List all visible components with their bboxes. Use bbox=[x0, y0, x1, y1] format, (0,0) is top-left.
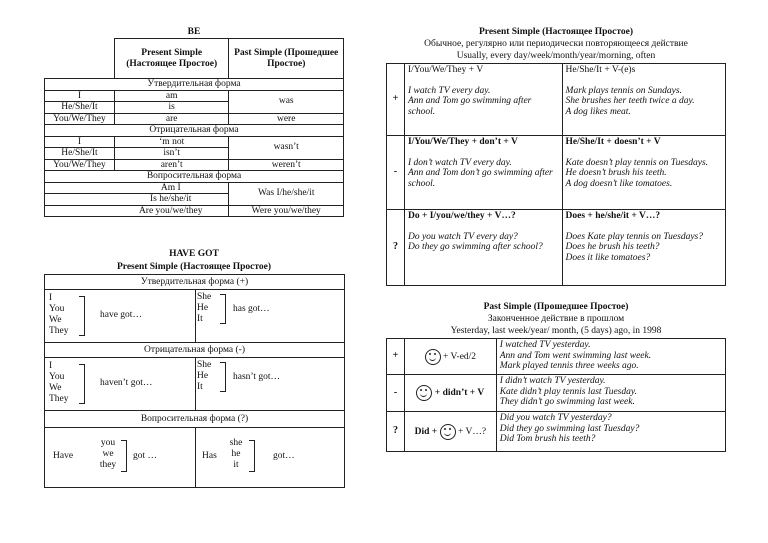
past-aff-ex: Ann and Tom went swimming last week. bbox=[499, 350, 652, 361]
be-q-present: Are you/we/they bbox=[45, 205, 229, 217]
have-pron: They bbox=[49, 394, 69, 404]
have-q-label: Вопросительная форма (?) bbox=[45, 411, 344, 428]
past-neg-ex: They didn’t go swimming last week. bbox=[499, 397, 635, 407]
past-q-ex: Did they go swimming last Tuesday? bbox=[499, 423, 640, 434]
ps-neg-r-ex: A dog doesn’t like tomatoes. bbox=[565, 178, 673, 189]
have-neg-label: Отрицательная форма (-) bbox=[45, 343, 344, 358]
be-header-present: Present Simple (Настоящее Простое) bbox=[114, 39, 229, 79]
be-aff-verb: am bbox=[114, 90, 229, 102]
be-q-label: Вопросительная форма bbox=[45, 171, 344, 183]
be-q-present: Is he/she/it bbox=[45, 194, 229, 206]
ps-neg-l-ex: I don’t watch TV every day. bbox=[407, 157, 512, 168]
have-q-aux: Has bbox=[202, 451, 217, 461]
have-q-tail: got … bbox=[133, 451, 158, 461]
past-neg-ex: I didn’t watch TV yesterday. bbox=[499, 376, 606, 386]
ps-neg-r-ex: Kate doesn’t play tennis on Tuesdays. bbox=[565, 157, 709, 168]
brace bbox=[249, 440, 255, 472]
have-q-tail: got… bbox=[273, 451, 295, 461]
brace bbox=[220, 362, 226, 392]
ps-neg-l-form: I/You/We/They + don’t + V bbox=[407, 137, 518, 147]
be-neg-label: Отрицательная форма bbox=[45, 125, 344, 137]
ps-aff-r-ex: A dog likes meat. bbox=[565, 106, 631, 117]
have-pron: we bbox=[102, 449, 114, 459]
be-aff-pron: He/She/It bbox=[45, 102, 115, 114]
ps-quest: ? bbox=[387, 210, 405, 286]
past-aff-ex: Mark played tennis three weeks ago. bbox=[499, 361, 639, 371]
have-neg-right: hasn’t got… bbox=[233, 372, 281, 382]
have-pron: You bbox=[49, 372, 65, 382]
ps-aff-l-form: I/You/We/They + V bbox=[407, 65, 484, 75]
ps-desc: Обычное, регулярно или периодически повторяющееся действие bbox=[424, 39, 688, 49]
have-pron: It bbox=[197, 382, 203, 392]
have-pron: We bbox=[49, 315, 62, 325]
ps-aff-l-ex: I watch TV every day. bbox=[407, 85, 491, 96]
past-markers: Yesterday, last week/year/ month, (5 days) ago, in 1998 bbox=[450, 326, 662, 336]
be-neg-verb: ‘m not bbox=[114, 136, 229, 148]
ps-plus: + bbox=[387, 64, 405, 136]
be-aff-verb: is bbox=[114, 102, 229, 114]
past-neg-ex: Kate didn’t play tennis last Tuesday. bbox=[499, 386, 637, 397]
have-pron: it bbox=[233, 460, 239, 470]
have-title: HAVE GOT bbox=[169, 249, 219, 259]
be-neg-past: wasn’t bbox=[229, 136, 344, 159]
be-aff-past: were bbox=[229, 113, 344, 125]
be-title: BE bbox=[187, 27, 201, 37]
ps-neg-r-ex: He doesn’t brush his teeth. bbox=[565, 168, 667, 178]
ps-aff-l-ex: Ann and Tom go swimming after school. bbox=[407, 96, 532, 117]
have-pron: We bbox=[49, 383, 62, 393]
be-q-present: Am I bbox=[45, 182, 229, 194]
brace bbox=[79, 296, 85, 336]
ps-q-r-form: Does + he/she/it + V…? bbox=[565, 211, 661, 221]
past-plus: + bbox=[387, 339, 405, 375]
have-pron: they bbox=[99, 460, 117, 470]
ps-q-l-ex: Do they go swimming after school? bbox=[407, 242, 543, 252]
past-q-ex: Did Tom brush his teeth? bbox=[499, 434, 596, 444]
ps-minus: - bbox=[387, 136, 405, 210]
past-q-ex: Did you watch TV yesterday? bbox=[499, 413, 612, 423]
have-pron: he bbox=[231, 449, 241, 459]
have-pron: He bbox=[197, 371, 209, 381]
be-neg-verb: isn’t bbox=[114, 148, 229, 160]
past-title: Past Simple (Прошедшее Простое) bbox=[483, 302, 629, 312]
ps-aff-r-form: He/She/It + V-(e)s bbox=[565, 65, 636, 75]
be-neg-past: weren’t bbox=[229, 159, 344, 171]
smiley-icon bbox=[425, 349, 441, 365]
be-neg-verb: aren’t bbox=[114, 159, 229, 171]
past-q-form: + V…? bbox=[457, 426, 487, 437]
ps-aff-r-ex: Mark plays tennis on Sundays. bbox=[565, 85, 682, 96]
have-neg-left: haven’t got… bbox=[100, 378, 153, 388]
past-table bbox=[386, 338, 726, 452]
brace bbox=[79, 364, 85, 404]
have-pron: she bbox=[229, 438, 243, 448]
have-pron: They bbox=[49, 326, 69, 336]
have-pron: I bbox=[49, 293, 53, 303]
past-aff-form: + V-ed/2 bbox=[442, 351, 477, 362]
be-header-past: Past Simple (Прошедшее Простое) bbox=[229, 39, 344, 79]
be-aff-label: Утвердительная форма bbox=[45, 79, 344, 91]
be-aff-verb: are bbox=[114, 113, 229, 125]
ps-q-l-form: Do + I/you/we/they + V…? bbox=[407, 211, 516, 221]
have-aff-label: Утвердительная форма (+) bbox=[45, 275, 344, 290]
past-minus: - bbox=[387, 375, 405, 412]
past-neg-form: + didn’t + V bbox=[434, 388, 485, 399]
ps-q-r-ex: Does it like tomatoes? bbox=[565, 252, 651, 263]
brace bbox=[121, 440, 127, 472]
ps-q-r-ex: Does he brush his teeth? bbox=[565, 242, 660, 252]
have-subtitle: Present Simple (Настоящее Простое) bbox=[116, 262, 272, 272]
past-desc: Законченное действие в прошлом bbox=[487, 314, 625, 324]
have-pron: She bbox=[197, 292, 212, 302]
have-aff-left: have got… bbox=[100, 310, 142, 320]
ps-neg-l-ex: Ann and Tom don’t go swimming after school. bbox=[407, 168, 553, 189]
ps-aff-r-ex: She brushes her teeth twice a day. bbox=[565, 96, 695, 106]
smiley-icon bbox=[416, 385, 432, 401]
have-pron: He bbox=[197, 303, 209, 313]
be-neg-pron: You/We/They bbox=[45, 159, 115, 171]
be-aff-pron: You/We/They bbox=[45, 113, 115, 125]
be-aff-past: was bbox=[229, 90, 344, 113]
smiley-icon bbox=[440, 424, 456, 440]
ps-neg-r-form: He/She/It + doesn’t + V bbox=[565, 137, 661, 147]
ps-markers: Usually, every day/week/month/year/morning, often bbox=[456, 51, 656, 61]
ps-title: Present Simple (Настоящее Простое) bbox=[478, 27, 634, 37]
have-q-aux: Have bbox=[53, 451, 74, 461]
be-aff-pron: I bbox=[45, 90, 115, 102]
past-q-pre: Did + bbox=[414, 426, 438, 437]
be-q-past: Was I/he/she/it bbox=[229, 182, 344, 205]
brace bbox=[220, 294, 226, 324]
have-aff-right: has got… bbox=[233, 304, 270, 314]
ps-q-l-ex: Do you watch TV every day? bbox=[407, 231, 518, 242]
have-pron: You bbox=[49, 304, 65, 314]
have-pron: you bbox=[100, 438, 116, 448]
have-pron: I bbox=[49, 361, 53, 371]
be-neg-pron: I bbox=[45, 136, 115, 148]
have-table bbox=[44, 274, 345, 488]
have-pron: She bbox=[197, 360, 212, 370]
be-neg-pron: He/She/It bbox=[45, 148, 115, 160]
ps-table bbox=[386, 63, 726, 286]
ps-q-r-ex: Does Kate play tennis on Tuesdays? bbox=[565, 231, 704, 242]
have-pron: It bbox=[197, 314, 203, 324]
be-table bbox=[44, 38, 344, 217]
past-quest: ? bbox=[387, 412, 405, 452]
past-aff-ex: I watched TV yesterday. bbox=[499, 340, 591, 350]
be-q-past: Were you/we/they bbox=[229, 205, 344, 217]
